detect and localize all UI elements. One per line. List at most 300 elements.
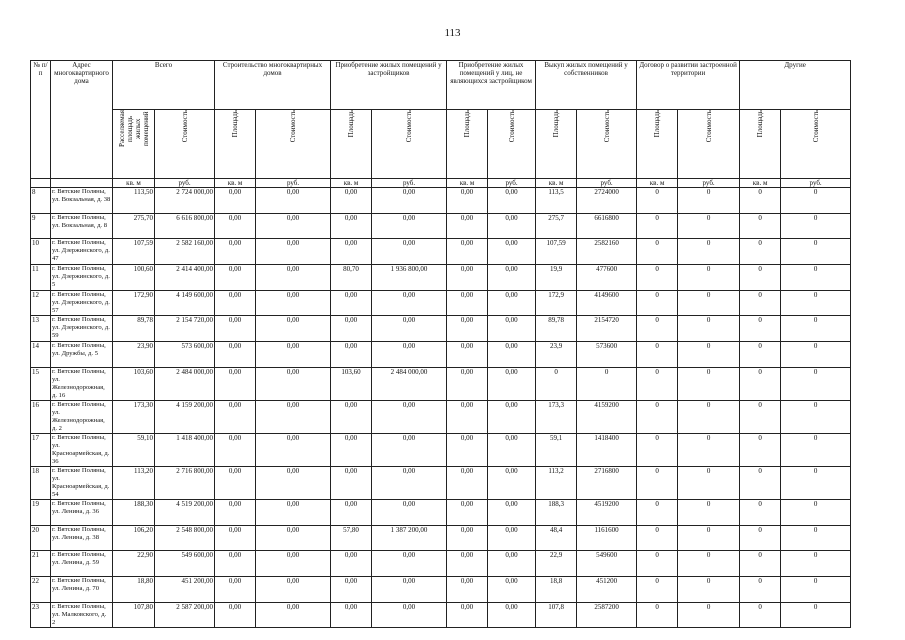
row-address: г. Вятские Поляны, ул. Ленина, д. 70 — [51, 576, 113, 602]
row-value: 103,60 — [113, 367, 155, 400]
header-buyout: Выкуп жилых помещений у собственников — [536, 61, 637, 110]
subheader-area: Площадь — [653, 110, 662, 138]
row-value: 0 — [678, 188, 740, 214]
row-value: 23,9 — [536, 342, 577, 368]
row-value: 173,30 — [113, 400, 155, 433]
row-value: 0 — [781, 290, 851, 316]
row-value: 0,00 — [488, 342, 536, 368]
row-value: 0,00 — [488, 290, 536, 316]
row-value: 2582160 — [577, 239, 637, 265]
row-address: г. Вятские Поляны, ул. Вокзальная, д. 8 — [51, 213, 113, 239]
row-value: 113,20 — [113, 466, 155, 499]
row-value: 451 200,00 — [155, 576, 215, 602]
row-value: 573600 — [577, 342, 637, 368]
row-number: 17 — [31, 433, 51, 466]
row-value: 0,00 — [256, 188, 331, 214]
row-value: 80,70 — [331, 265, 372, 291]
row-number: 14 — [31, 342, 51, 368]
unit-rub: руб. — [781, 179, 851, 188]
row-value: 1 936 800,00 — [372, 265, 447, 291]
row-value: 0 — [781, 602, 851, 628]
row-value: 275,70 — [113, 213, 155, 239]
row-value: 89,78 — [536, 316, 577, 342]
row-value: 18,8 — [536, 576, 577, 602]
row-value: 0,00 — [331, 433, 372, 466]
row-value: 0,00 — [256, 265, 331, 291]
row-address: г. Вятские Поляны, ул. Ленина, д. 38 — [51, 525, 113, 551]
unit-sqm: кв. м — [331, 179, 372, 188]
row-value: 172,9 — [536, 290, 577, 316]
row-value: 0,00 — [447, 499, 488, 525]
row-address: г. Вятские Поляны, ул. Дзержинского, д. 59 — [51, 316, 113, 342]
row-value: 0,00 — [331, 213, 372, 239]
row-value: 0,00 — [256, 499, 331, 525]
row-value: 0 — [740, 290, 781, 316]
header-construction: Строительство многоквартирных домов — [215, 61, 331, 110]
row-value: 4159200 — [577, 400, 637, 433]
row-value: 0,00 — [447, 433, 488, 466]
row-value: 18,80 — [113, 576, 155, 602]
row-value: 0,00 — [447, 367, 488, 400]
header-territory-contract: Договор о развитии застроенной территории — [637, 61, 740, 110]
table-row — [31, 239, 851, 265]
unit-rub: руб. — [155, 179, 215, 188]
subheader-resettled-area: Расселяемая площадь жилых помещений — [117, 110, 150, 147]
header-purchase-non-developers: Приобретение жилых помещений у лиц, не являющихся застройщиком — [447, 61, 536, 110]
row-value: 0,00 — [488, 367, 536, 400]
row-value: 0 — [781, 239, 851, 265]
row-value: 549600 — [577, 551, 637, 577]
row-value: 188,3 — [536, 499, 577, 525]
row-value: 2 724 000,00 — [155, 188, 215, 214]
row-value: 0,00 — [447, 265, 488, 291]
row-value: 0,00 — [331, 576, 372, 602]
row-value: 0 — [637, 525, 678, 551]
table-row — [31, 551, 851, 577]
row-value: 4519200 — [577, 499, 637, 525]
row-value: 0,00 — [372, 499, 447, 525]
row-value: 0 — [678, 213, 740, 239]
row-number: 19 — [31, 499, 51, 525]
row-address: г. Вятские Поляны, ул. Железнодорожная, д. 2 — [51, 400, 113, 433]
row-value: 0 — [740, 342, 781, 368]
header-num: № п/п — [31, 61, 51, 179]
row-value: 0,00 — [488, 602, 536, 628]
row-value: 0,00 — [372, 316, 447, 342]
row-value: 0,00 — [488, 499, 536, 525]
row-value: 0,00 — [488, 466, 536, 499]
row-address: г. Вятские Поляны, ул. Ленина, д. 59 — [51, 551, 113, 577]
table-row — [31, 499, 851, 525]
row-value: 0,00 — [215, 239, 256, 265]
row-value: 0,00 — [256, 342, 331, 368]
row-value: 59,10 — [113, 433, 155, 466]
table-row — [31, 342, 851, 368]
unit-cell — [51, 179, 113, 188]
row-value: 0 — [740, 188, 781, 214]
row-value: 6 616 800,00 — [155, 213, 215, 239]
row-value: 6616800 — [577, 213, 637, 239]
row-value: 0,00 — [447, 602, 488, 628]
unit-rub: руб. — [678, 179, 740, 188]
row-value: 0,00 — [215, 342, 256, 368]
row-value: 0 — [637, 499, 678, 525]
table-row — [31, 188, 851, 214]
row-value: 0,00 — [215, 551, 256, 577]
row-value: 0,00 — [215, 525, 256, 551]
subheader-cost: Стоимость — [507, 110, 516, 143]
row-address: г. Вятские Поляны, ул. Дзержинского, д. 5 — [51, 265, 113, 291]
row-address: г. Вятские Поляны, ул. Красноармейская, д. 36 — [51, 433, 113, 466]
row-value: 0,00 — [256, 316, 331, 342]
row-value: 0 — [678, 576, 740, 602]
unit-sqm: кв. м — [536, 179, 577, 188]
row-address: г. Вятские Поляны, ул. Железнодорожная, д. 16 — [51, 367, 113, 400]
row-value: 0 — [637, 551, 678, 577]
table-row — [31, 367, 851, 400]
row-value: 0 — [740, 400, 781, 433]
row-address: г. Вятские Поляны, ул. Вокзальная, д. 38 — [51, 188, 113, 214]
row-value: 0,00 — [372, 290, 447, 316]
subheader-area: Площадь — [231, 110, 240, 138]
table-row — [31, 602, 851, 628]
row-value: 0,00 — [215, 188, 256, 214]
row-value: 0 — [781, 265, 851, 291]
row-value: 0 — [740, 213, 781, 239]
row-value: 0,00 — [447, 342, 488, 368]
row-value: 0,00 — [256, 466, 331, 499]
row-number: 12 — [31, 290, 51, 316]
row-value: 0,00 — [372, 602, 447, 628]
row-value: 0 — [781, 367, 851, 400]
row-value: 0 — [678, 551, 740, 577]
unit-rub: руб. — [256, 179, 331, 188]
row-number: 21 — [31, 551, 51, 577]
row-value: 188,30 — [113, 499, 155, 525]
table-row — [31, 400, 851, 433]
row-value: 0,00 — [215, 265, 256, 291]
row-value: 0 — [781, 433, 851, 466]
row-value: 113,50 — [113, 188, 155, 214]
row-number: 16 — [31, 400, 51, 433]
row-value: 2 414 400,00 — [155, 265, 215, 291]
row-address: г. Вятские Поляны, ул. Дзержинского, д. 57 — [51, 290, 113, 316]
row-value: 4 519 200,00 — [155, 499, 215, 525]
row-value: 0 — [740, 316, 781, 342]
row-value: 0,00 — [447, 400, 488, 433]
row-value: 0,00 — [447, 551, 488, 577]
row-value: 0,00 — [256, 239, 331, 265]
row-value: 113,5 — [536, 188, 577, 214]
row-value: 0 — [740, 602, 781, 628]
row-value: 0,00 — [215, 290, 256, 316]
row-value: 0 — [678, 400, 740, 433]
row-value: 0,00 — [215, 602, 256, 628]
row-value: 0,00 — [331, 551, 372, 577]
row-value: 2 548 800,00 — [155, 525, 215, 551]
row-value: 0,00 — [488, 239, 536, 265]
row-value: 107,8 — [536, 602, 577, 628]
row-value: 22,9 — [536, 551, 577, 577]
row-number: 18 — [31, 466, 51, 499]
row-value: 0 — [740, 551, 781, 577]
row-value: 106,20 — [113, 525, 155, 551]
row-value: 2154720 — [577, 316, 637, 342]
row-value: 103,60 — [331, 367, 372, 400]
table-row — [31, 290, 851, 316]
row-value: 0,00 — [447, 316, 488, 342]
row-value: 0,00 — [331, 188, 372, 214]
row-number: 8 — [31, 188, 51, 214]
row-value: 2716800 — [577, 466, 637, 499]
row-value: 0,00 — [488, 400, 536, 433]
row-value: 0,00 — [447, 188, 488, 214]
row-value: 0,00 — [331, 466, 372, 499]
row-value: 0 — [637, 433, 678, 466]
row-address: г. Вятские Поляны, ул. Ленина, д. 36 — [51, 499, 113, 525]
row-value: 0,00 — [372, 239, 447, 265]
table-row — [31, 213, 851, 239]
row-value: 573 600,00 — [155, 342, 215, 368]
row-value: 0,00 — [447, 290, 488, 316]
unit-rub: руб. — [577, 179, 637, 188]
table-row — [31, 576, 851, 602]
row-value: 451200 — [577, 576, 637, 602]
row-value: 0 — [678, 265, 740, 291]
header-total: Всего — [113, 61, 215, 110]
row-value: 0,00 — [488, 265, 536, 291]
row-value: 23,90 — [113, 342, 155, 368]
row-value: 0 — [637, 290, 678, 316]
row-value: 0,00 — [488, 188, 536, 214]
row-value: 549 600,00 — [155, 551, 215, 577]
resettlement-table — [30, 60, 851, 628]
subheader-row — [31, 110, 851, 179]
row-value: 0 — [678, 239, 740, 265]
row-value: 0,00 — [331, 316, 372, 342]
row-value: 0,00 — [256, 602, 331, 628]
row-value: 0 — [781, 576, 851, 602]
row-value: 0,00 — [331, 602, 372, 628]
row-value: 0,00 — [215, 466, 256, 499]
row-value: 0 — [781, 213, 851, 239]
row-value: 0,00 — [256, 433, 331, 466]
subheader-cost: Стоимость — [180, 110, 189, 143]
row-value: 0,00 — [372, 213, 447, 239]
row-value: 0 — [637, 466, 678, 499]
table-row — [31, 525, 851, 551]
header-other: Другие — [740, 61, 851, 110]
row-value: 0 — [781, 499, 851, 525]
row-number: 11 — [31, 265, 51, 291]
row-value: 0,00 — [256, 525, 331, 551]
row-value: 1161600 — [577, 525, 637, 551]
row-value: 0,00 — [215, 316, 256, 342]
unit-cell — [31, 179, 51, 188]
row-value: 19,9 — [536, 265, 577, 291]
subheader-cost: Стоимость — [602, 110, 611, 143]
table-row — [31, 433, 851, 466]
subheader-cost: Стоимость — [811, 110, 820, 143]
row-value: 0,00 — [331, 239, 372, 265]
unit-sqm: кв. м — [215, 179, 256, 188]
unit-sqm: кв. м — [637, 179, 678, 188]
subheader-cost: Стоимость — [289, 110, 298, 143]
row-value: 0 — [781, 188, 851, 214]
unit-sqm: кв. м — [113, 179, 155, 188]
row-value: 0,00 — [372, 576, 447, 602]
row-value: 477600 — [577, 265, 637, 291]
row-value: 100,60 — [113, 265, 155, 291]
row-value: 0,00 — [256, 551, 331, 577]
row-value: 0,00 — [488, 433, 536, 466]
row-value: 0,00 — [447, 213, 488, 239]
row-value: 0 — [781, 316, 851, 342]
row-value: 0,00 — [331, 290, 372, 316]
row-value: 0 — [637, 576, 678, 602]
unit-rub: руб. — [488, 179, 536, 188]
row-value: 0,00 — [256, 367, 331, 400]
row-value: 0,00 — [372, 342, 447, 368]
row-value: 0 — [678, 466, 740, 499]
row-value: 0,00 — [447, 239, 488, 265]
row-value: 0,00 — [256, 576, 331, 602]
row-value: 0,00 — [215, 400, 256, 433]
row-number: 9 — [31, 213, 51, 239]
row-value: 0 — [781, 400, 851, 433]
row-value: 0 — [781, 525, 851, 551]
row-number: 13 — [31, 316, 51, 342]
row-value: 1418400 — [577, 433, 637, 466]
units-row — [31, 179, 851, 188]
row-value: 0,00 — [488, 576, 536, 602]
row-value: 0 — [781, 551, 851, 577]
row-value: 173,3 — [536, 400, 577, 433]
row-value: 0,00 — [256, 290, 331, 316]
row-value: 0 — [740, 499, 781, 525]
subheader-area: Площадь — [552, 110, 561, 138]
row-value: 275,7 — [536, 213, 577, 239]
row-value: 0 — [637, 342, 678, 368]
row-value: 2 716 800,00 — [155, 466, 215, 499]
row-value: 0 — [740, 433, 781, 466]
row-address: г. Вятские Поляны, ул. Красноармейская, д. 54 — [51, 466, 113, 499]
row-value: 0 — [678, 367, 740, 400]
subheader-area: Площадь — [463, 110, 472, 138]
row-value: 0,00 — [215, 499, 256, 525]
page-number: 113 — [444, 27, 461, 39]
row-value: 0 — [637, 316, 678, 342]
row-value: 22,90 — [113, 551, 155, 577]
row-value: 2587200 — [577, 602, 637, 628]
unit-rub: руб. — [372, 179, 447, 188]
row-value: 0,00 — [331, 400, 372, 433]
row-value: 113,2 — [536, 466, 577, 499]
unit-sqm: кв. м — [740, 179, 781, 188]
row-value: 0,00 — [372, 400, 447, 433]
row-value: 0 — [678, 342, 740, 368]
row-value: 0 — [678, 499, 740, 525]
row-value: 4 159 200,00 — [155, 400, 215, 433]
row-value: 0 — [678, 316, 740, 342]
row-value: 0 — [740, 367, 781, 400]
row-number: 22 — [31, 576, 51, 602]
row-value: 2 582 160,00 — [155, 239, 215, 265]
row-value: 172,90 — [113, 290, 155, 316]
row-address: г. Вятские Поляны, ул. Малковского, д. 2 — [51, 602, 113, 628]
row-value: 0 — [740, 265, 781, 291]
row-value: 107,59 — [113, 239, 155, 265]
header-address: Адрес многоквартирного дома — [51, 61, 113, 179]
row-value: 0,00 — [215, 576, 256, 602]
row-value: 2 484 000,00 — [155, 367, 215, 400]
row-value: 48,4 — [536, 525, 577, 551]
row-value: 107,59 — [536, 239, 577, 265]
row-value: 2 587 200,00 — [155, 602, 215, 628]
row-value: 107,80 — [113, 602, 155, 628]
header-purchase-developers: Приобретение жилых помещений у застройщиков — [331, 61, 447, 110]
row-value: 0,00 — [372, 466, 447, 499]
row-value: 0 — [781, 342, 851, 368]
table-row — [31, 265, 851, 291]
row-value: 57,80 — [331, 525, 372, 551]
row-value: 0,00 — [256, 213, 331, 239]
row-value: 0 — [637, 400, 678, 433]
table-row — [31, 316, 851, 342]
row-value: 59,1 — [536, 433, 577, 466]
row-value: 0,00 — [331, 342, 372, 368]
row-value: 0,00 — [372, 188, 447, 214]
row-value: 0,00 — [488, 316, 536, 342]
row-value: 2724000 — [577, 188, 637, 214]
row-value: 0,00 — [331, 499, 372, 525]
row-value: 0 — [637, 239, 678, 265]
row-value: 1 418 400,00 — [155, 433, 215, 466]
row-value: 0 — [678, 602, 740, 628]
subheader-area: Площадь — [347, 110, 356, 138]
row-value: 2 154 720,00 — [155, 316, 215, 342]
subheader-cost: Стоимость — [405, 110, 414, 143]
row-value: 0,00 — [488, 213, 536, 239]
row-value: 0,00 — [488, 551, 536, 577]
row-value: 0 — [637, 602, 678, 628]
row-value: 89,78 — [113, 316, 155, 342]
row-value: 4149600 — [577, 290, 637, 316]
row-value: 0 — [678, 433, 740, 466]
row-number: 20 — [31, 525, 51, 551]
row-number: 15 — [31, 367, 51, 400]
unit-sqm: кв. м — [447, 179, 488, 188]
row-value: 0 — [637, 265, 678, 291]
row-value: 0 — [740, 576, 781, 602]
row-value: 0,00 — [256, 400, 331, 433]
row-number: 23 — [31, 602, 51, 628]
row-value: 0,00 — [215, 367, 256, 400]
row-value: 0 — [637, 213, 678, 239]
row-address: г. Вятские Поляны, ул. Дружбы, д. 5 — [51, 342, 113, 368]
row-value: 0 — [781, 466, 851, 499]
subheader-area: Площадь — [756, 110, 765, 138]
row-value: 0,00 — [447, 525, 488, 551]
row-value: 0,00 — [488, 525, 536, 551]
row-value: 0,00 — [447, 576, 488, 602]
row-value: 0,00 — [372, 433, 447, 466]
row-address: г. Вятские Поляны, ул. Дзержинского, д. 47 — [51, 239, 113, 265]
row-value: 2 484 000,00 — [372, 367, 447, 400]
table-body — [31, 188, 851, 628]
row-value: 0 — [740, 525, 781, 551]
row-value: 0 — [577, 367, 637, 400]
